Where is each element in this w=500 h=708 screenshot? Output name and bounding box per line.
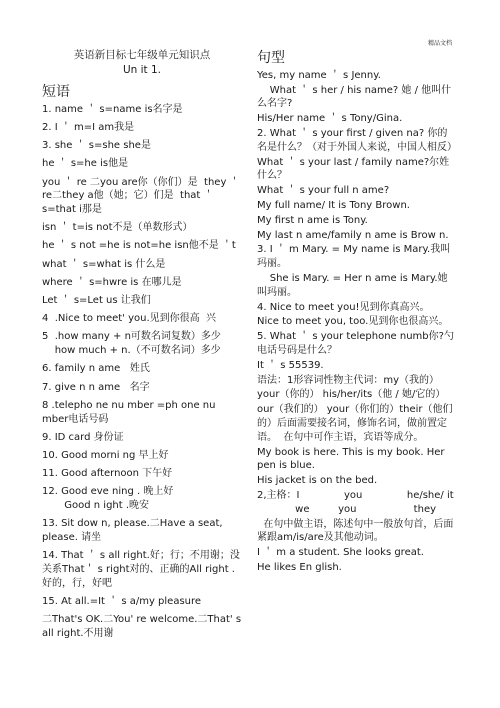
text-line: he ＇ s not =he is not=he isn他不是 ＇t	[42, 240, 236, 252]
text-line: She is Mary. = Her n ame is Mary.她叫玛丽。	[257, 272, 448, 298]
text-line: 2,主格：I you he/she/ it we you they	[257, 489, 454, 515]
text-line: His/Her name ＇ s Tony/Gina.	[257, 113, 403, 125]
text-line: our（我们的） your（你们的）their（他们的）后面需要接名词，修饰名词，做前置定语。 在句中可作主语，宾语等成分。	[257, 404, 453, 443]
text-line: you ＇ re 二you are你（你们）是 they ＇ re二they a他（她；它）们是 that ＇ s=that i那是	[42, 176, 243, 216]
text-line: Yes, my name ＇ s Jenny.	[257, 69, 381, 81]
text-line: Let ＇ s=Let us 让我们	[42, 295, 151, 307]
sentence-list	[257, 69, 455, 575]
text-line: 1. name ＇ s=name is名字是	[42, 103, 183, 115]
right-column	[257, 48, 455, 576]
text-line: My first n ame is Tony.	[257, 214, 368, 226]
text-line: 4 .Nice to meet' you.见到你很高 兴	[42, 313, 217, 325]
unit-label: Un it 1.	[122, 64, 162, 77]
phrases-heading: 短语	[42, 83, 70, 100]
text-line: 2. What ＇ s your first / given na? 你的名是什么？（对于外国人来说，中国人相反）	[257, 127, 457, 153]
text-line: His jacket is on the bed.	[257, 475, 378, 487]
text-line: he ＇ s=he is他是	[42, 158, 129, 170]
text-line: 7. give n n ame 名字	[42, 381, 150, 393]
text-line: 14. That ＇ s all right.好；行；不用谢；没关系That＇ s right对的、正确的All right .好的，行，好吧	[42, 550, 240, 589]
left-column	[42, 48, 245, 645]
text-line: 2. I ＇ m=I am我是	[42, 121, 135, 133]
sentence-patterns-heading: 句型	[257, 50, 285, 66]
text-line: 二That's OK.二You' re welcome.二That' s all right.不用谢	[42, 614, 245, 640]
text-line: 4. Nice to meet you!见到你真高兴。	[257, 301, 430, 313]
text-line: what ＇ s=what is 什么是	[42, 258, 166, 270]
text-line: 在句中做主语，陈述句中一般放句首，后面紧跟am/is/are及其他动词。	[257, 518, 454, 544]
text-line: 3. I ＇ m Mary. = My name is Mary.我叫玛丽。	[257, 244, 451, 270]
text-line: What ＇ s her / his name? 她 / 他叫什么名字?	[257, 84, 452, 110]
text-line: where ＇ s=hwre is 在哪儿是	[42, 276, 182, 288]
text-line: 9. ID card 身份证	[42, 431, 124, 443]
text-line: 10. Good morni ng 早上好	[42, 449, 169, 461]
text-line: He likes En glish.	[257, 561, 342, 573]
text-line: I ＇ m a student. She looks great.	[257, 547, 424, 559]
text-line: 5 .how many + n可数名词复数）多少 how much + n.（不可数名词）多少	[42, 331, 221, 357]
text-line: 15. At all.=It ＇ s a/my pleasure	[42, 596, 202, 608]
text-line: 5. What ＇ s your telephone numb你?勺电话号码是什么？	[257, 331, 454, 356]
text-line: My book is here. This is my book. Her pen is blue.	[257, 446, 448, 472]
text-line: isn ＇ t=is not不是（单数形式）	[42, 222, 193, 234]
text-line: My full name/ It is Tony Brown.	[257, 199, 410, 211]
text-line: 11. Good afternoon 下午好	[42, 468, 173, 480]
text-line: What ＇ s your full n ame?	[257, 185, 390, 197]
document-title: 英语新目标七年级单元知识点	[73, 49, 211, 61]
text-line: 12. Good eve ning . 晚上好 Good n ight .晚安	[42, 486, 174, 512]
text-line: 6. family n ame 姓氏	[42, 363, 150, 375]
text-line: What ＇ s your last / family name?尔姓什么？	[257, 156, 450, 182]
text-line: 语法：1形容词性物主代词：my（我的）	[257, 374, 440, 386]
text-line: It ＇ s 55539.	[257, 359, 324, 371]
text-line: your（你的） his/her/its（他 / 她/它的）	[257, 389, 446, 401]
text-line: 8 .telepho ne nu mber =ph one nu mber电话号码	[42, 399, 219, 425]
text-line: My last n ame/family n ame is Brow n.	[257, 229, 449, 241]
text-line: Nice to meet you, too.见到你也很高兴。	[257, 316, 449, 328]
corner-mark: 精品文档	[427, 40, 452, 47]
phrase-list	[42, 103, 245, 641]
text-line: 3. she ＇ s=she she是	[42, 140, 151, 152]
text-line: 13. Sit dow n, please.二Have a seat, please. 请坐	[42, 518, 226, 544]
